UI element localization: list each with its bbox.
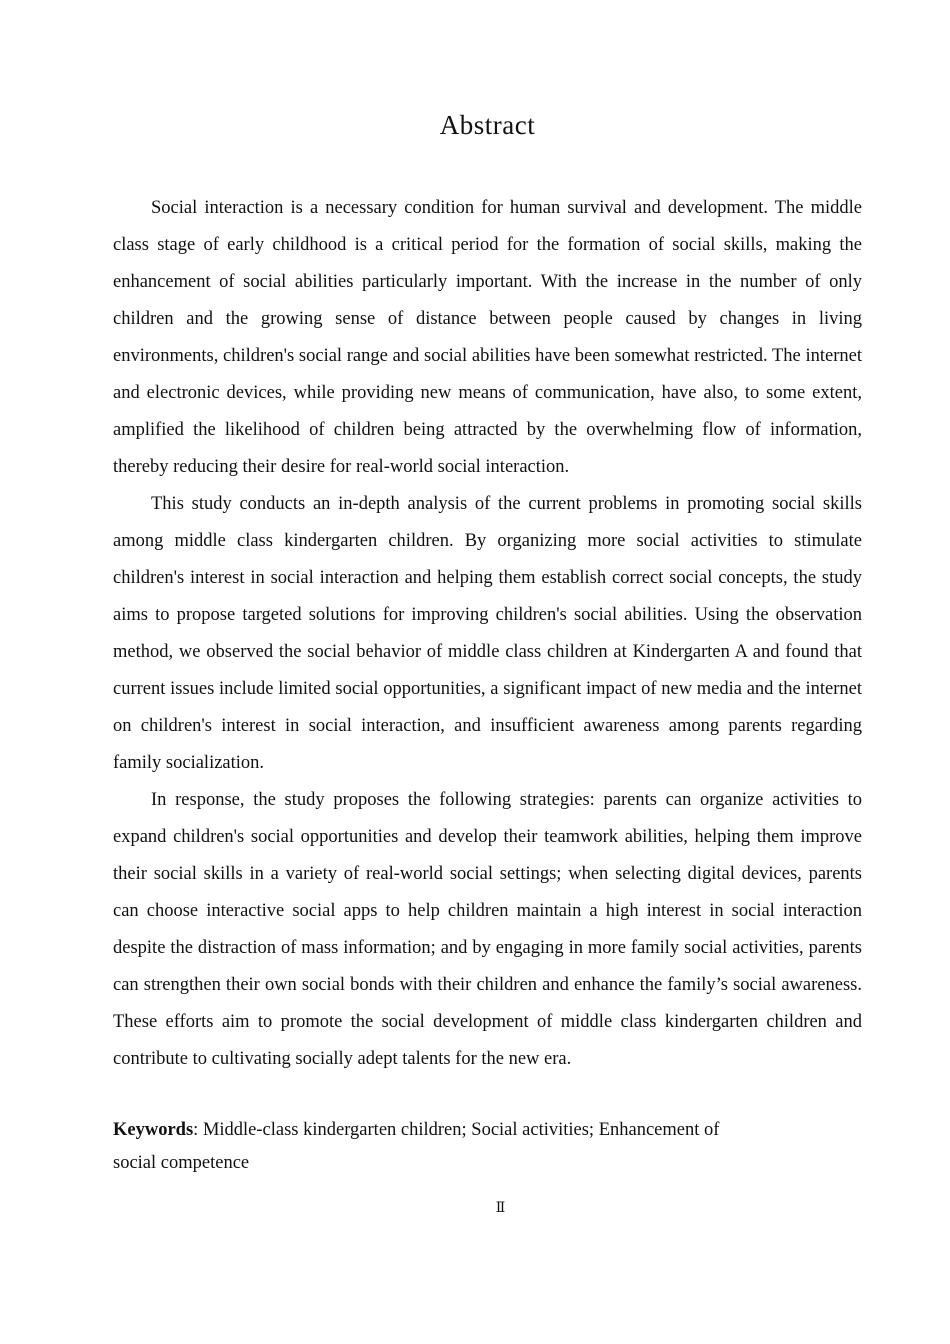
abstract-paragraph-2: This study conducts an in-depth analysis of the current problems in promoting social skills among middle class kindergarten children. By organizing more social activities to stimulate children's interest in social interaction and helping them establish correct social concepts, the study aims to propose targeted solutions for improving children's social abilities. Using the observation method, we observed the social behavior of middle class children at Kindergarten A and found that current issues include limited social opportunities, a significant impact of new media and the internet on children's interest in social interaction, and insufficient awareness among parents regarding family socialization. [113,494,862,773]
keywords-block [113,1114,862,1180]
keywords-separator: : [193,1120,203,1140]
keywords-text-line2: social competence [113,1153,250,1173]
page-number: Ⅱ [495,1200,506,1216]
abstract-paragraph-3: In response, the study proposes the following strategies: parents can organize activities to expand children's social opportunities and develop their teamwork abilities, helping them improve their social skills in a variety of real-world social settings; when selecting digital devices, parents can choose interactive social apps to help children maintain a high interest in social interaction despite the distraction of mass information; and by engaging in more family social activities, parents can strengthen their own social bonds with their children and enhance the family’s social awareness. These efforts aim to promote the social development of middle class kindergarten children and contribute to cultivating socially adept talents for the new era. [113,790,862,1069]
abstract-body [113,190,862,1078]
keywords-text-line1: Middle-class kindergarten children; Social activities; Enhancement of [202,1120,720,1140]
page-title: Abstract [439,110,536,140]
document-page [0,110,950,1344]
keywords-label: Keywords [113,1120,194,1140]
abstract-paragraph-1: Social interaction is a necessary condition for human survival and development. The middle class stage of early childhood is a critical period for the formation of social skills, making the enhancement of social abilities particularly important. With the increase in the number of only children and the growing sense of distance between people caused by changes in living environments, children's social range and social abilities have been somewhat restricted. The internet and electronic devices, while providing new means of communication, have also, to some extent, amplified the likelihood of children being attracted by the overwhelming flow of information, thereby reducing their desire for real-world social interaction. [113,198,862,477]
